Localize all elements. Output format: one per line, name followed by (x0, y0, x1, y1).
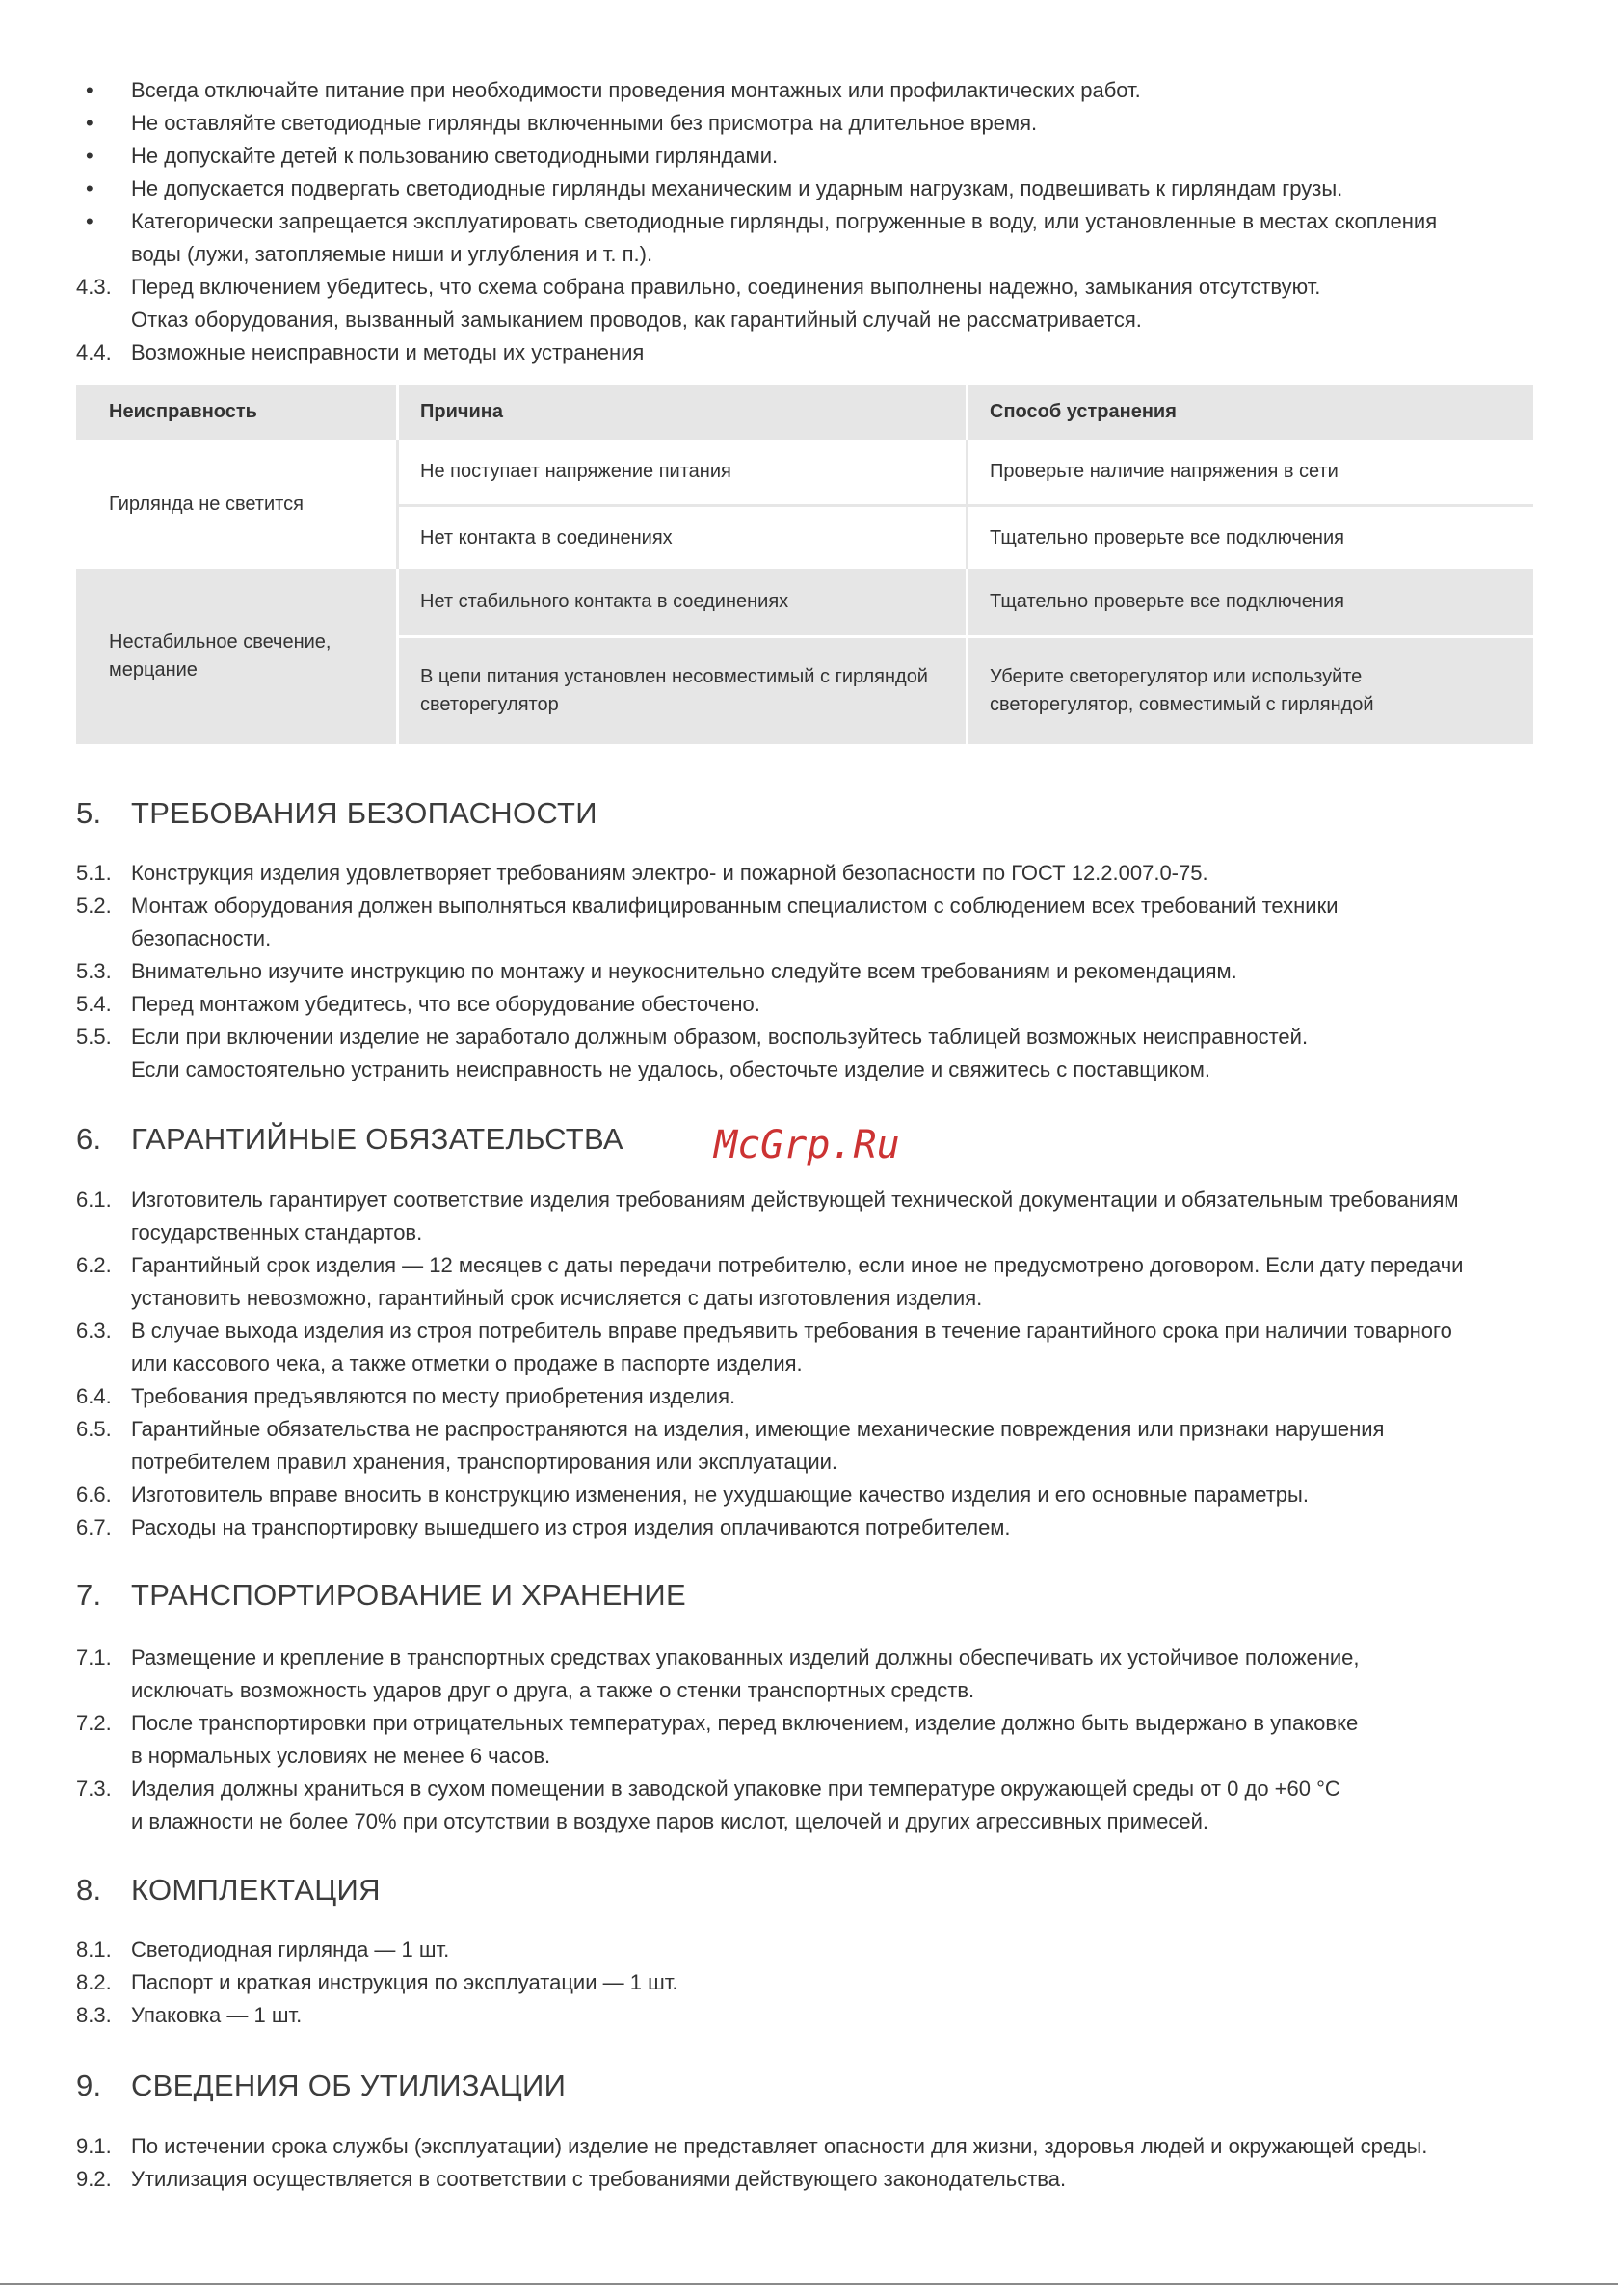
item-text: в нормальных условиях не менее 6 часов. (131, 1744, 551, 1768)
item-number: 7.1. (76, 1645, 112, 1669)
list-item-text: Всегда отключайте питание при необходимости проведения монтажных или профилактических работ. (131, 78, 1141, 102)
page-bottom-divider (0, 2283, 1618, 2285)
item-number: 6.5. (76, 1417, 112, 1441)
section-number: 8. (76, 1873, 102, 1907)
item-number: 7.3. (76, 1776, 112, 1801)
item-9-1 (76, 2130, 1533, 2163)
item-text: Отказ оборудования, вызванный замыканием проводов, как гарантийный случай не рассматривается. (131, 307, 1142, 332)
item-text: безопасности. (131, 926, 272, 950)
item-number: 6.6. (76, 1482, 112, 1507)
item-text: исключать возможность ударов друг о друга, а также о стенки транспортных средств. (131, 1678, 975, 1702)
list-item-text: Не допускайте детей к пользованию светодиодными гирляндами. (131, 144, 779, 168)
list-item (76, 173, 1533, 205)
item-number: 8.1. (76, 1937, 112, 1962)
item-text: Упаковка — 1 шт. (131, 2003, 303, 2027)
item-6-1 (76, 1184, 1533, 1249)
item-text: Требования предъявляются по месту приобретения изделия. (131, 1384, 736, 1408)
item-5-3 (76, 955, 1533, 988)
item-number: 5.1. (76, 861, 112, 885)
item-text: По истечении срока службы (эксплуатации) изделие не представляет опасности для жизни, здоровья людей и окружающей среды. (131, 2134, 1428, 2158)
item-number: 8.3. (76, 2003, 112, 2027)
section-number: 6. (76, 1122, 102, 1156)
item-text: Внимательно изучите инструкцию по монтажу и неукоснительно следуйте всем требованиям и рекомендациям. (131, 959, 1237, 983)
section-warranty-items (76, 1184, 1533, 1544)
section-title: ГАРАНТИЙНЫЕ ОБЯЗАТЕЛЬСТВА (131, 1122, 623, 1156)
item-number: 5.5. (76, 1025, 112, 1049)
item-6-3 (76, 1315, 1533, 1380)
list-item-text: Категорически запрещается эксплуатировать светодиодные гирлянды, погруженные в воду, или установленные в местах скопления (131, 209, 1438, 233)
bullet-icon: • (86, 78, 93, 102)
item-text: После транспортировки при отрицательных температурах, перед включением, изделие должно быть выдержано в упаковке (131, 1711, 1359, 1735)
item-number: 8.2. (76, 1970, 112, 1994)
list-item (76, 74, 1533, 107)
item-text: государственных стандартов. (131, 1220, 423, 1244)
item-7-3 (76, 1773, 1533, 1838)
table-cell-cause: Не поступает напряжение питания (399, 440, 966, 504)
bullet-icon: • (86, 209, 93, 233)
item-4-3 (76, 271, 1533, 336)
item-text: Перед монтажом убедитесь, что все оборудование обесточено. (131, 992, 760, 1016)
list-item (76, 205, 1533, 271)
item-8-3 (76, 1999, 1533, 2032)
section-disposal-items (76, 2130, 1533, 2196)
item-9-2 (76, 2163, 1533, 2196)
item-number: 6.7. (76, 1515, 112, 1539)
item-number: 9.2. (76, 2167, 112, 2191)
table-header-cause: Причина (399, 385, 966, 440)
section-safety-items (76, 857, 1533, 1086)
bullet-icon: • (86, 111, 93, 135)
table-cell-remedy: Проверьте наличие напряжения в сети (968, 440, 1533, 504)
list-item-text: Не допускается подвергать светодиодные гирлянды механическим и ударным нагрузкам, подвешивать к гирляндам грузы. (131, 176, 1343, 200)
table-header-remedy: Способ устранения (968, 385, 1533, 440)
section-heading-transport (76, 1576, 1533, 1615)
item-5-4 (76, 988, 1533, 1021)
item-number: 6.1. (76, 1188, 112, 1212)
list-item-text: воды (лужи, затопляемые ниши и углубления и т. п.). (131, 242, 653, 266)
item-text: или кассового чека, а также отметки о продаже в паспорте изделия. (131, 1351, 803, 1375)
section-title: ТРАНСПОРТИРОВАНИЕ И ХРАНЕНИЕ (131, 1578, 686, 1612)
item-number: 5.3. (76, 959, 112, 983)
item-number: 6.2. (76, 1253, 112, 1277)
section-number: 7. (76, 1578, 102, 1612)
table-cell-fault: Нестабильное свечение, мерцание (76, 569, 396, 744)
item-7-1 (76, 1642, 1533, 1707)
item-4-4 (76, 336, 1533, 369)
section-title: ТРЕБОВАНИЯ БЕЗОПАСНОСТИ (131, 796, 597, 830)
item-6-4 (76, 1380, 1533, 1413)
item-number: 9.1. (76, 2134, 112, 2158)
troubleshooting-table (76, 385, 1533, 744)
item-text: Перед включением убедитесь, что схема собрана правильно, соединения выполнены надежно, замыкания отсутствуют. (131, 275, 1321, 299)
item-5-2 (76, 890, 1533, 955)
item-6-2 (76, 1249, 1533, 1315)
item-text: Светодиодная гирлянда — 1 шт. (131, 1937, 450, 1962)
item-6-6 (76, 1479, 1533, 1511)
item-text: Гарантийные обязательства не распространяются на изделия, имеющие механические повреждения или признаки нарушения (131, 1417, 1385, 1441)
item-text: Возможные неисправности и методы их устранения (131, 340, 645, 364)
item-text: Расходы на транспортировку вышедшего из строя изделия оплачиваются потребителем. (131, 1515, 1011, 1539)
item-number: 4.3. (76, 275, 112, 299)
item-text: потребителем правил хранения, транспортирования или эксплуатации. (131, 1450, 838, 1474)
item-number: 6.3. (76, 1319, 112, 1343)
table-cell-cause: В цепи питания установлен несовместимый с гирляндой светорегулятор (399, 638, 966, 744)
list-item (76, 140, 1533, 173)
item-text: Изделия должны храниться в сухом помещении в заводской упаковке при температуре окружающей среды от 0 до +60 °С (131, 1776, 1340, 1801)
section-heading-contents (76, 1871, 1533, 1909)
table-header-fault: Неисправность (76, 385, 396, 440)
table-cell-fault: Гирлянда не светится (76, 440, 396, 569)
item-text: Гарантийный срок изделия — 12 месяцев с даты передачи потребителю, если иное не предусмотрено договором. Если дату передачи (131, 1253, 1464, 1277)
table-cell-cause: Нет контакта в соединениях (399, 507, 966, 569)
section-heading-safety (76, 794, 1533, 833)
table-cell-remedy: Тщательно проверьте все подключения (968, 507, 1533, 569)
watermark: McGrp.Ru (714, 1123, 900, 1167)
item-text: Паспорт и краткая инструкция по эксплуатации — 1 шт. (131, 1970, 678, 1994)
section-number: 9. (76, 2069, 102, 2102)
table-cell-remedy: Тщательно проверьте все подключения (968, 569, 1533, 635)
item-number: 5.2. (76, 894, 112, 918)
item-text: и влажности не более 70% при отсутствии в воздухе паров кислот, щелочей и других агрессивных примесей. (131, 1809, 1209, 1833)
section-number: 5. (76, 796, 102, 830)
table-cell-remedy: Уберите светорегулятор или используйте светорегулятор, совместимый с гирляндой (968, 638, 1533, 744)
list-item-text: Не оставляйте светодиодные гирлянды включенными без присмотра на длительное время. (131, 111, 1038, 135)
item-text: Если самостоятельно устранить неисправность не удалось, обесточьте изделие и свяжитесь с поставщиком. (131, 1057, 1211, 1081)
item-number: 5.4. (76, 992, 112, 1016)
item-text: Если при включении изделие не заработало должным образом, воспользуйтесь таблицей возможных неисправностей. (131, 1025, 1309, 1049)
list-item (76, 107, 1533, 140)
bullet-icon: • (86, 144, 93, 168)
precautions-list (76, 74, 1533, 369)
section-contents-items (76, 1934, 1533, 2032)
item-number: 4.4. (76, 340, 112, 364)
bullet-icon: • (86, 176, 93, 200)
item-text: Конструкция изделия удовлетворяет требованиям электро- и пожарной безопасности по ГОСТ 12.2.007.0-75. (131, 861, 1208, 885)
section-title: КОМПЛЕКТАЦИЯ (131, 1873, 381, 1907)
item-number: 6.4. (76, 1384, 112, 1408)
item-text: В случае выхода изделия из строя потребитель вправе предъявить требования в течение гарантийного срока при наличии товарного (131, 1319, 1452, 1343)
item-6-7 (76, 1511, 1533, 1544)
section-heading-disposal (76, 2067, 1533, 2105)
item-8-2 (76, 1966, 1533, 1999)
table-cell-cause: Нет стабильного контакта в соединениях (399, 569, 966, 635)
section-title: СВЕДЕНИЯ ОБ УТИЛИЗАЦИИ (131, 2069, 567, 2102)
item-text: установить невозможно, гарантийный срок исчисляется с даты изготовления изделия. (131, 1286, 983, 1310)
item-number: 7.2. (76, 1711, 112, 1735)
item-text: Изготовитель гарантирует соответствие изделия требованиям действующей технической документации и обязательным требованиям (131, 1188, 1459, 1212)
item-8-1 (76, 1934, 1533, 1966)
item-6-5 (76, 1413, 1533, 1479)
item-text: Размещение и крепление в транспортных средствах упакованных изделий должны обеспечивать их устойчивое положение, (131, 1645, 1360, 1669)
item-text: Утилизация осуществляется в соответствии с требованиями действующего законодательства. (131, 2167, 1067, 2191)
item-7-2 (76, 1707, 1533, 1773)
item-5-5 (76, 1021, 1533, 1086)
item-text: Изготовитель вправе вносить в конструкцию изменения, не ухудшающие качество изделия и его основные параметры. (131, 1482, 1309, 1507)
section-transport-items (76, 1642, 1533, 1838)
item-text: Монтаж оборудования должен выполняться квалифицированным специалистом с соблюдением всех требований техники (131, 894, 1339, 918)
item-5-1 (76, 857, 1533, 890)
